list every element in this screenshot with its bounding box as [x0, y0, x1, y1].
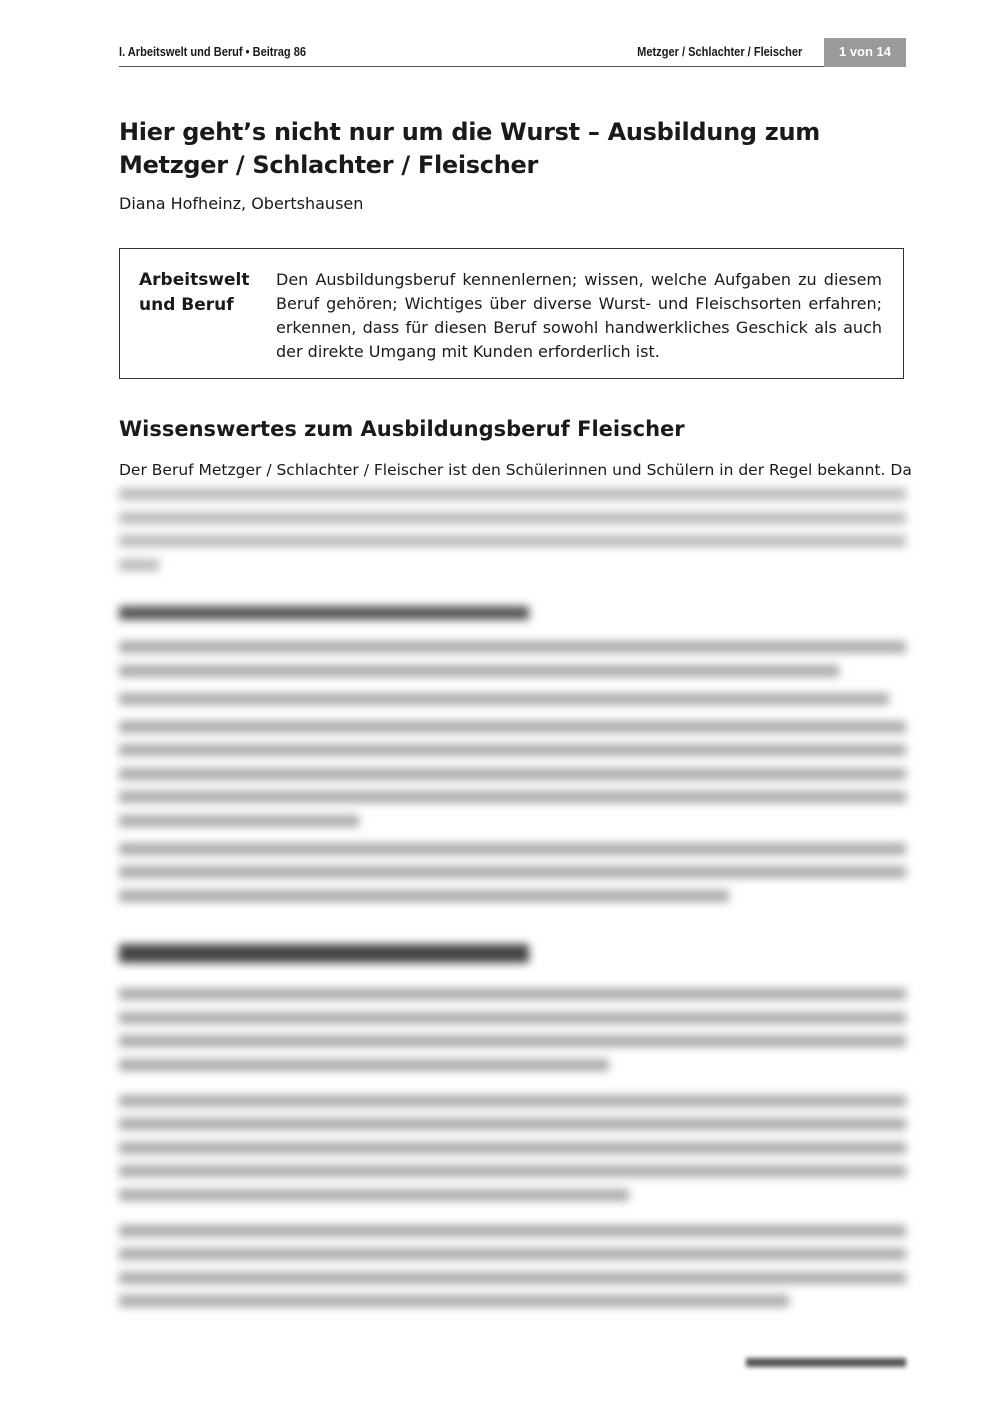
section-title: Wissenswertes zum Ausbildungsberuf Fleischer — [119, 417, 685, 441]
page-number-badge: 1 von 14 — [824, 38, 906, 67]
header-series: I. Arbeitswelt und Beruf • Beitrag 86 — [119, 44, 307, 59]
page-title — [119, 116, 909, 182]
blurred-subheading — [119, 606, 906, 620]
page-title-line-2: Metzger / Schlachter / Fleischer — [119, 151, 539, 179]
blurred-training-info — [119, 641, 906, 902]
page-title-line-1: Hier geht’s nicht nur um die Wurst – Ausbildung zum — [119, 118, 820, 146]
blurred-footer-credit — [746, 1358, 906, 1367]
objectives-label-line-1: Arbeitswelt — [139, 270, 250, 290]
blurred-section-heading — [119, 944, 906, 963]
objectives-box — [119, 248, 904, 379]
running-header — [119, 38, 906, 67]
objectives-label — [139, 268, 269, 318]
header-topic: Metzger / Schlachter / Fleischer — [636, 44, 802, 59]
author-line: Diana Hofheinz, Obertshausen — [119, 194, 364, 213]
blurred-intro-paragraph — [119, 482, 906, 571]
blurred-didactic-paragraphs — [119, 988, 906, 1307]
header-rule — [119, 66, 824, 67]
objectives-label-line-2: und Beruf — [139, 295, 234, 315]
intro-first-line: Der Beruf Metzger / Schlachter / Fleischer ist den Schülerinnen und Schülern in der Regel bekannt. Da — [119, 461, 912, 479]
objectives-text: Den Ausbildungsberuf kennenlernen; wissen, welche Aufgaben zu diesem Beruf gehören; Wichtiges über diverse Wurst- und Fleischsorten erfahren; erkennen, dass für diesen Beruf sowohl handwerkliches Geschick als auch der direkte Umgang mit Kunden erforderlich ist. — [276, 270, 882, 361]
